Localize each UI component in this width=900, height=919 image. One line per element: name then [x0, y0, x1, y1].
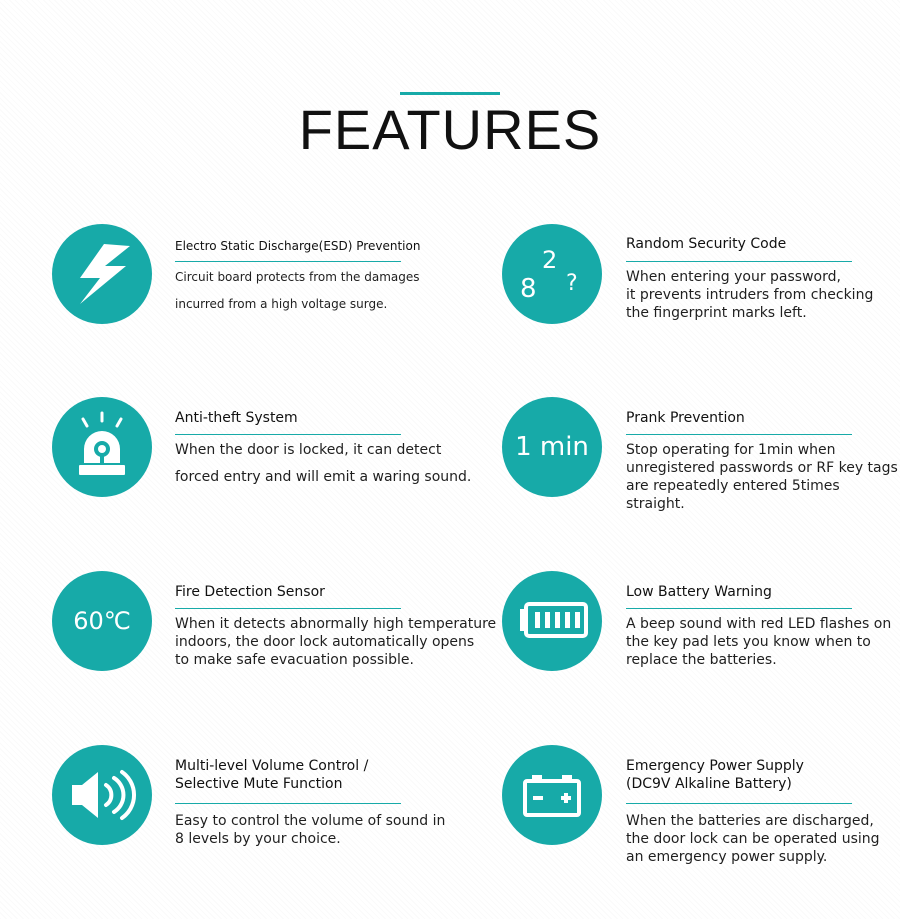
temperature-text: 60℃: [73, 607, 131, 635]
feature-description: A beep sound with red LED flashes on the key pad lets you know when to replace the batteries.: [626, 616, 892, 668]
feature-title: Fire Detection Sensor: [175, 584, 325, 600]
feature-title: Multi-level Volume Control / Selective Mute Function: [175, 758, 369, 792]
divider: [175, 434, 401, 435]
lightning-icon: [52, 224, 152, 324]
divider: [626, 803, 852, 804]
code-digit-2: 2: [542, 246, 558, 274]
random-code-icon: [502, 224, 602, 324]
divider: [626, 434, 852, 435]
feature-description: Circuit board protects from the damages incurred from a high voltage surge.: [175, 270, 420, 311]
timer-text: 1 min: [515, 432, 589, 462]
feature-title: Anti-theft System: [175, 410, 298, 426]
feature-description: When the door is locked, it can detect forced entry and will emit a waring sound.: [175, 442, 472, 485]
divider: [175, 608, 401, 609]
speaker-volume-icon: [52, 745, 152, 845]
title-accent-line: [400, 92, 500, 95]
timer-text-icon: [502, 397, 602, 497]
car-battery-icon: [502, 745, 602, 845]
divider: [175, 261, 401, 262]
battery-icon: [502, 571, 602, 671]
code-digit-8: 8: [520, 274, 537, 304]
divider: [626, 261, 852, 262]
feature-title: Random Security Code: [626, 236, 787, 252]
code-question-mark: ?: [566, 271, 578, 296]
feature-title: Prank Prevention: [626, 410, 745, 426]
feature-title: Electro Static Discharge(ESD) Prevention: [175, 239, 421, 253]
feature-title: Emergency Power Supply (DC9V Alkaline Battery): [626, 758, 804, 792]
feature-description: Easy to control the volume of sound in 8 levels by your choice.: [175, 813, 446, 847]
feature-description: When it detects abnormally high temperature indoors, the door lock automatically opens to make safe evacuation possible.: [175, 616, 497, 668]
temperature-text-icon: [52, 571, 152, 671]
page-title: FEATURES: [298, 98, 602, 161]
divider: [626, 608, 852, 609]
divider: [175, 803, 401, 804]
feature-title: Low Battery Warning: [626, 584, 772, 600]
feature-description: When entering your password, it prevents intruders from checking the fingerprint marks left.: [626, 269, 874, 321]
feature-description: Stop operating for 1min when unregistered passwords or RF key tags are repeatedly entered 5times straight.: [626, 442, 898, 512]
feature-description: When the batteries are discharged, the door lock can be operated using an emergency power supply.: [626, 813, 880, 865]
alarm-siren-icon: [52, 397, 152, 497]
